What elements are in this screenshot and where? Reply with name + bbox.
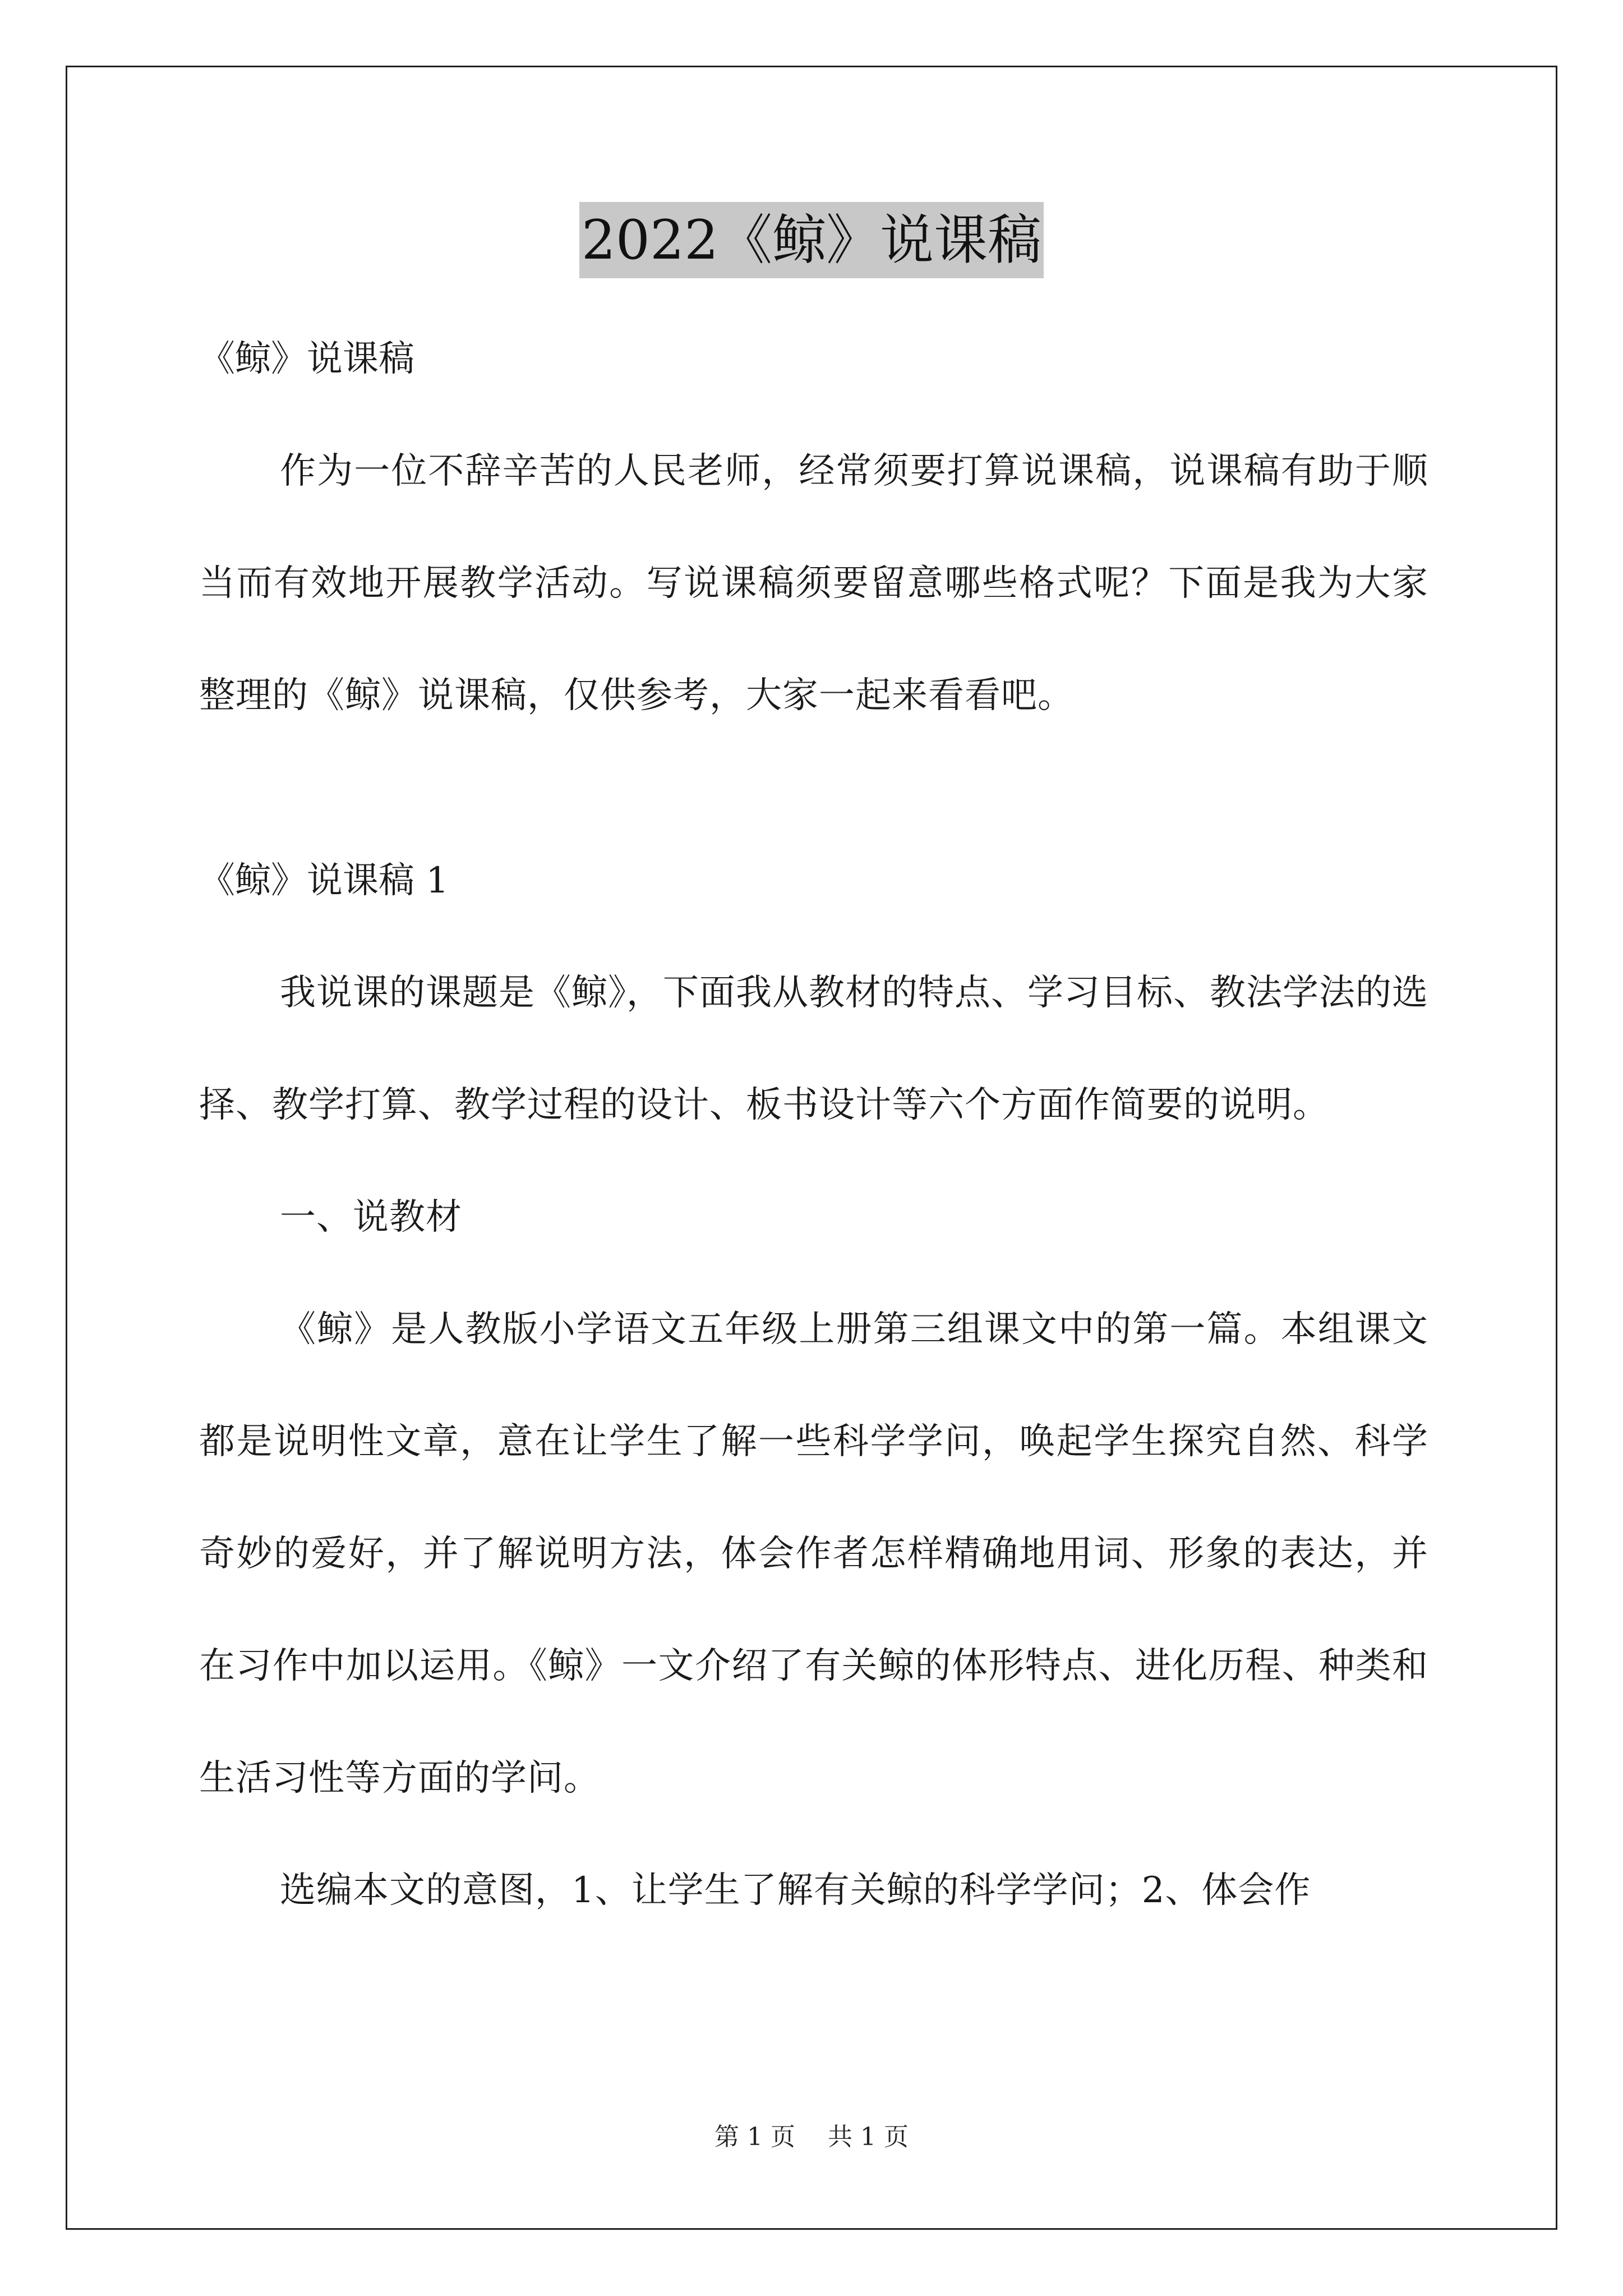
- section1-intro: 我说课的课题是《鲸》，下面我从教材的特点、学习目标、教法学法的选择、教学打算、教学过程的设计、板书设计等六个方面作简要的说明。: [199, 972, 1428, 1126]
- spacer: [199, 909, 1428, 937]
- document-title: 2022《鲸》说课稿: [579, 202, 1044, 278]
- page-count: 共 1 页: [828, 2123, 909, 2151]
- page-number: 第 1 页: [714, 2123, 795, 2151]
- spacer: [199, 752, 1428, 853]
- part1-paragraph-2: 选编本文的意图，1、让学生了解有关鲸的科学学问；2、体会作: [280, 1870, 1311, 1911]
- section1-heading: 《鲸》说课稿 1: [199, 860, 449, 901]
- title-container: [0, 202, 1623, 278]
- page-footer: [0, 2120, 1623, 2154]
- part1-paragraph: 《鲸》是人教版小学语文五年级上册第三组课文中的第一篇。本组课文都是说明性文章，意在让学生了解一些科学学问，唤起学生探究自然、科学奇妙的爱好，并了解说明方法，体会作者怎样精确地用词、形象的表达，并在习作中加以运用。《鲸》一文介绍了有关鲸的体形特点、进化历程、种类和生活习性等方面的学问。: [199, 1309, 1428, 1799]
- intro-heading: 《鲸》说课稿: [199, 338, 414, 380]
- part1-heading: 一、说教材: [280, 1197, 462, 1238]
- document-body: [199, 331, 1428, 1947]
- spacer: [199, 387, 1428, 415]
- intro-paragraph: 作为一位不辞辛苦的人民老师，经常须要打算说课稿，说课稿有助于顺当而有效地开展教学活动。写说课稿须要留意哪些格式呢？下面是我为大家整理的《鲸》说课稿，仅供参考，大家一起来看看吧。: [199, 450, 1428, 716]
